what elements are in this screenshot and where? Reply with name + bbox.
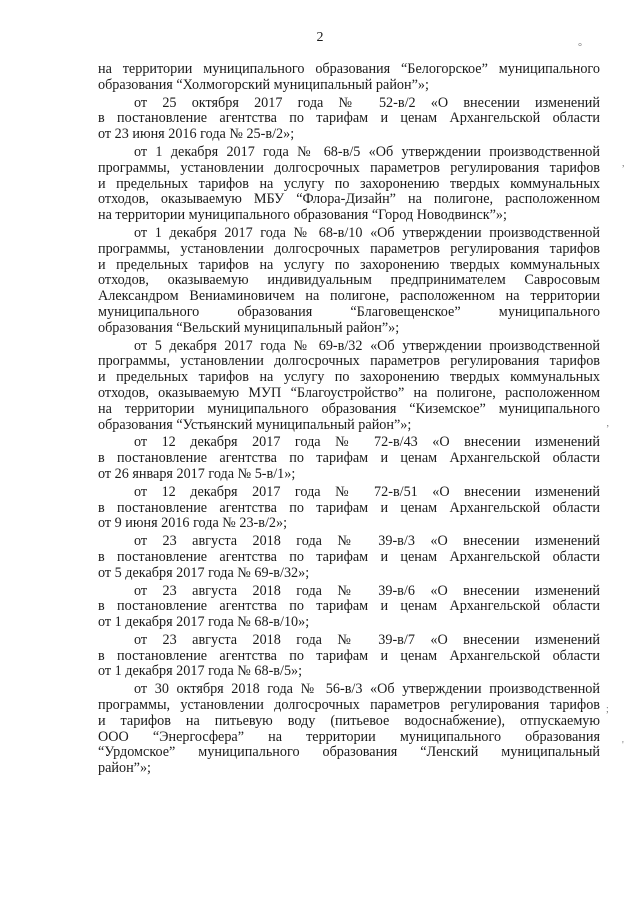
text-line: в постановление агентства по тарифам и ценам Архангельской области: [98, 598, 600, 615]
text-line: от 5 декабря 2017 года № 69-в/32 «Об утверждении производственной: [134, 337, 600, 354]
text-line: программы, установлении долгосрочных параметров регулирования тарифов: [98, 697, 600, 714]
text-line: программы, установлении долгосрочных параметров регулирования тарифов: [98, 353, 600, 370]
scan-speck: ': [622, 740, 624, 751]
paragraph: [98, 435, 600, 482]
text-line: район”»;: [98, 760, 152, 777]
paragraph: [98, 62, 600, 94]
paragraph: [98, 339, 600, 434]
text-line: программы, установлении долгосрочных параметров регулирования тарифов: [98, 159, 600, 176]
text-line: образования “Устьянский муниципальный район”»;: [98, 416, 412, 433]
text-line: от 12 декабря 2017 года № 72-в/43 «О внесении изменений: [134, 434, 600, 451]
text-line: в постановление агентства по тарифам и ценам Архангельской области: [98, 499, 600, 516]
text-line: от 25 октября 2017 года № 52-в/2 «О внесении изменений: [134, 94, 600, 111]
text-line: и предельных тарифов на услугу по захоронению твердых коммунальных: [98, 256, 600, 273]
text-line: в постановление агентства по тарифам и ценам Архангельской области: [98, 110, 600, 127]
text-line: на территории муниципального образования “Киземское” муниципального: [98, 400, 600, 417]
text-line: от 1 декабря 2017 года № 68-в/5»;: [98, 663, 303, 680]
paragraph: [98, 633, 600, 680]
text-line: и предельных тарифов на услугу по захоронению твердых коммунальных: [98, 369, 600, 386]
text-line: в постановление агентства по тарифам и ценам Архангельской области: [98, 548, 600, 565]
paragraph: [98, 534, 600, 581]
text-line: Александром Вениаминовичем на полигоне, расположенном на территории: [98, 288, 600, 305]
text-line: от 23 августа 2018 года № 39-в/6 «О внесении изменений: [134, 582, 600, 599]
text-line: ООО “Энергосфера” на территории муниципального образования: [98, 728, 600, 745]
paragraph: [98, 226, 600, 337]
text-line: от 12 декабря 2017 года № 72-в/51 «О внесении изменений: [134, 483, 600, 500]
text-line: в постановление агентства по тарифам и ценам Архангельской области: [98, 647, 600, 664]
text-line: “Урдомское” муниципального образования “Ленский муниципальный: [98, 744, 600, 761]
text-line: от 1 декабря 2017 года № 68-в/10»;: [98, 614, 310, 631]
text-line: от 23 августа 2018 года № 39-в/7 «О внесении изменений: [134, 631, 600, 648]
text-line: от 1 декабря 2017 года № 68-в/5 «Об утверждении производственной: [134, 143, 600, 160]
text-line: в постановление агентства по тарифам и ценам Архангельской области: [98, 450, 600, 467]
text-line: муниципального образования “Благовещенское” муниципального: [98, 303, 600, 320]
text-line: и тарифов на питьевую воду (питьевое водоснабжение), отпускаемую: [98, 712, 600, 729]
text-line: и предельных тарифов на услугу по захоронению твердых коммунальных: [98, 175, 600, 192]
text-line: программы, установлении долгосрочных параметров регулирования тарифов: [98, 240, 600, 257]
paragraph: [98, 145, 600, 224]
text-line: отходов, оказываемую МУП “Благоустройство” на полигоне, расположенном: [98, 384, 600, 401]
scan-speck: ,: [622, 158, 625, 169]
scan-speck: ;: [606, 704, 609, 715]
text-line: от 9 июня 2016 года № 23-в/2»;: [98, 515, 288, 532]
text-line: отходов, оказываемую индивидуальным предпринимателем Савросовым: [98, 272, 600, 289]
page-number: 2: [316, 30, 324, 45]
text-line: образования “Вельский муниципальный район”»;: [98, 319, 400, 336]
text-line: на территории муниципального образования “Город Новодвинск”»;: [98, 207, 507, 224]
text-line: образования “Холмогорский муниципальный район”»;: [98, 76, 429, 93]
text-line: от 23 июня 2016 года № 25-в/2»;: [98, 126, 295, 143]
text-line: на территории муниципального образования “Белогорское” муниципального: [98, 61, 600, 77]
scan-speck: °: [578, 42, 582, 53]
scan-speck: ‚: [606, 418, 610, 429]
paragraph: [98, 485, 600, 532]
paragraph: [98, 96, 600, 143]
paragraph: [98, 682, 600, 777]
paragraph: [98, 584, 600, 631]
document-body: [98, 62, 600, 779]
text-line: от 26 января 2017 года № 5-в/1»;: [98, 465, 296, 482]
text-line: от 1 декабря 2017 года № 68-в/10 «Об утверждении производственной: [134, 224, 600, 241]
text-line: от 5 декабря 2017 года № 69-в/32»;: [98, 564, 310, 581]
text-line: от 23 августа 2018 года № 39-в/3 «О внесении изменений: [134, 533, 600, 550]
text-line: от 30 октября 2018 года № 56-в/3 «Об утверждении производственной: [134, 681, 600, 698]
text-line: отходов, оказываемую МБУ “Флора-Дизайн” на полигоне, расположенном: [98, 191, 600, 208]
